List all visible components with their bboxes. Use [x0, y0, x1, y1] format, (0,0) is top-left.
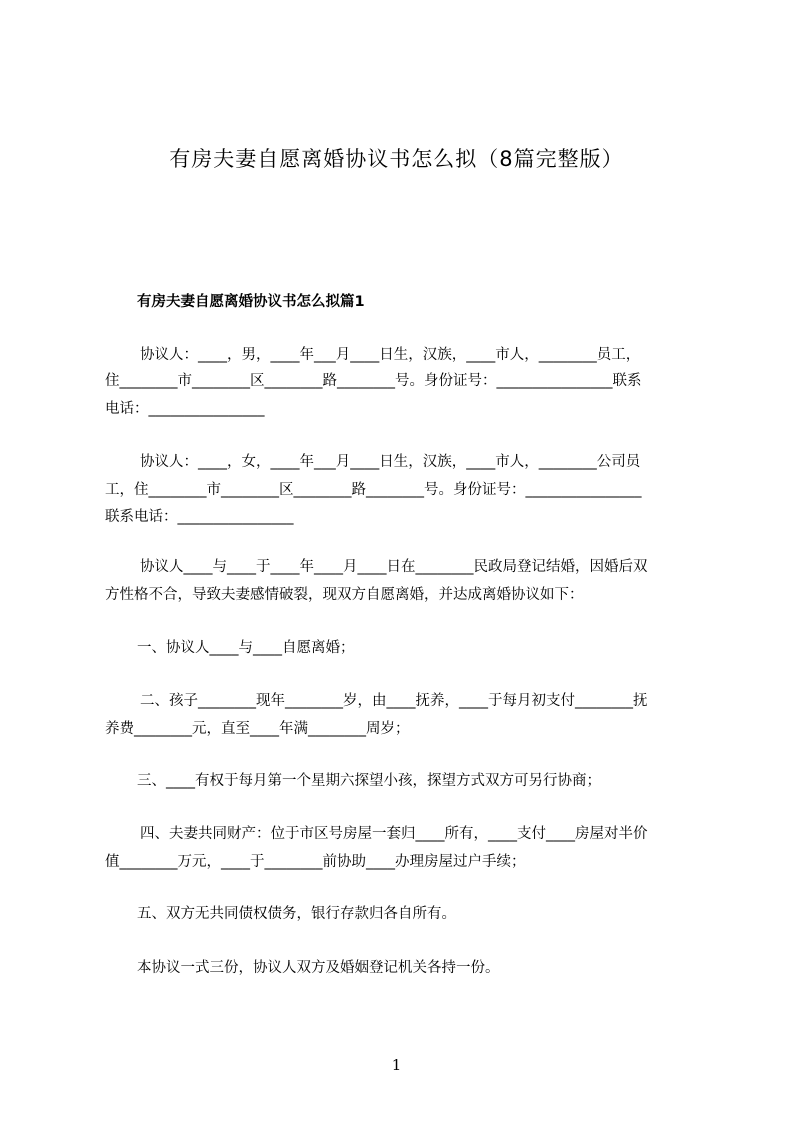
clause4-line1: 四、夫妻共同财产：位于市区号房屋一套归____所有，____支付____房屋对半价 — [140, 826, 648, 842]
page-number: 1 — [391, 1056, 402, 1074]
party1-line3: 电话：________________ — [105, 401, 265, 417]
clause5: 五、双方无共同债权债务，银行存款归各自所有。 — [137, 906, 456, 922]
clause2-line2: 养费________元，直至____年满________周岁； — [105, 721, 410, 737]
intro-line1: 协议人____与____于____年____月____日在________民政局登记结婚，因婚后双 — [140, 559, 648, 575]
clause3: 三、____有权于每月第一个星期六探望小孩，探望方式双方可另行协商； — [137, 773, 601, 789]
party2-line3: 联系电话：________________ — [105, 509, 294, 525]
party1-line2: 住________市________区________路________号。身份证号：________________联系 — [105, 373, 642, 389]
clause2-line1: 二、孩子________现年________岁，由____抚养，____于每月初支付________抚 — [140, 693, 648, 709]
closing-statement: 本协议一式三份，协议人双方及婚姻登记机关各持一份。 — [137, 960, 500, 976]
intro-line2: 方性格不合，导致夫妻感情破裂，现双方自愿离婚，并达成离婚协议如下： — [105, 587, 584, 603]
party2-line1: 协议人：____，女，____年___月____日生，汉族，____市人，________公司员 — [140, 454, 641, 470]
party2-line2: 工，住________市________区________路________号。身份证号：________________ — [105, 482, 642, 498]
party1-line1: 协议人：____，男，____年___月____日生，汉族，____市人，________员工， — [140, 347, 641, 363]
clause1: 一、协议人____与____自愿离婚； — [137, 640, 355, 656]
document-title: 有房夫妻自愿离婚协议书怎么拟（8篇完整版） — [169, 147, 624, 171]
clause4-line2: 值________万元，____于________前协助____办理房屋过户手续； — [105, 854, 526, 870]
section-heading: 有房夫妻自愿离婚协议书怎么拟篇1 — [137, 294, 365, 310]
